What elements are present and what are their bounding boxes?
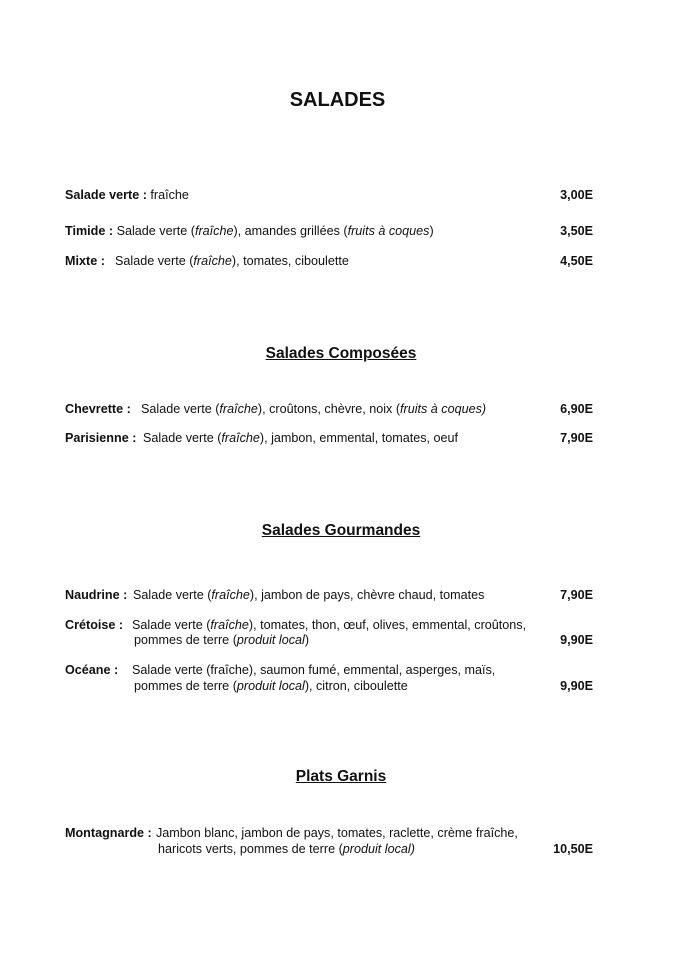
item-name: Salade verte : [65, 188, 147, 202]
description-italic-text: fruits à coques [347, 224, 430, 238]
description-italic-text: produit local [236, 633, 305, 647]
description-text: ), tomates, ciboulette [231, 254, 349, 268]
item-price: 6,90E [560, 402, 593, 416]
description-text: ), jambon de pays, chèvre chaud, tomates [249, 588, 485, 602]
description-text: Salade verte ( [133, 588, 212, 602]
item-description [143, 430, 458, 446]
description-text: Salade verte ( [116, 224, 195, 238]
item-description-line [158, 841, 415, 857]
description-italic-text: produit local) [342, 842, 415, 856]
item-name: Mixte : [65, 254, 105, 268]
description-text: Jambon blanc, jambon de pays, tomates, raclette, crème fraîche, [156, 826, 518, 840]
item-name: Crétoise : [65, 618, 124, 632]
description-text: ), amandes grillées ( [233, 224, 348, 238]
description-text: ), jambon, emmental, tomates, oeuf [259, 431, 459, 445]
description-text: Salade verte ( [143, 431, 222, 445]
description-text: pommes de terre ( [134, 633, 237, 647]
description-italic-text: fraîche [219, 402, 258, 416]
description-text: ) [304, 633, 310, 647]
section-heading-plats-garnis: Plats Garnis [295, 768, 387, 785]
description-text: Salade verte ( [141, 402, 220, 416]
item-price: 3,00E [560, 188, 593, 202]
section-heading-composees: Salades Composées [265, 345, 417, 362]
item-description [150, 188, 189, 202]
description-text: ), croûtons, chèvre, noix ( [257, 402, 401, 416]
item-name: Chevrette : [65, 402, 131, 416]
description-text: ), citron, ciboulette [304, 679, 408, 693]
page-title: SALADES [289, 89, 386, 111]
item-description-line [134, 632, 309, 648]
item-price: 9,90E [560, 679, 593, 693]
item-price: 7,90E [560, 431, 593, 445]
item-price: 7,90E [560, 588, 593, 602]
item-description-line [132, 617, 526, 633]
description-text: pommes de terre ( [134, 679, 237, 693]
item-price: 9,90E [560, 633, 593, 647]
section-heading-gourmandes: Salades Gourmandes [261, 522, 421, 539]
item-price: 3,50E [560, 224, 593, 238]
description-italic-text: fraîche [193, 254, 232, 268]
item-description [117, 224, 434, 238]
description-text: ), tomates, thon, œuf, olives, emmental, croûtons, [248, 618, 527, 632]
item-description [141, 401, 486, 417]
description-italic-text: fruits à coques) [400, 402, 487, 416]
item-price: 4,50E [560, 254, 593, 268]
item-price: 10,50E [553, 842, 593, 856]
item-name: Parisienne : [65, 431, 137, 445]
description-italic-text: fraîche [221, 431, 260, 445]
item-name: Océane : [65, 663, 119, 677]
item-description-line [156, 825, 518, 841]
item-description-line [134, 678, 408, 694]
description-text: ) [429, 224, 434, 238]
description-text: fraîche [150, 188, 189, 202]
description-italic-text: produit local [236, 679, 305, 693]
description-text: Salade verte ( [132, 618, 211, 632]
item-name: Montagnarde : [65, 826, 152, 840]
item-description-line [132, 662, 495, 678]
item-name: Timide : [65, 224, 114, 238]
description-italic-text: fraîche [210, 618, 249, 632]
description-text: Salade verte ( [115, 254, 194, 268]
description-italic-text: fraîche [211, 588, 250, 602]
item-description [115, 253, 349, 269]
item-name: Naudrine : [65, 588, 128, 602]
description-italic-text: fraîche [194, 224, 234, 238]
description-text: Salade verte (fraîche), saumon fumé, emmental, asperges, maïs, [132, 663, 496, 677]
item-description [133, 587, 484, 603]
description-text: haricots verts, pommes de terre ( [158, 842, 343, 856]
